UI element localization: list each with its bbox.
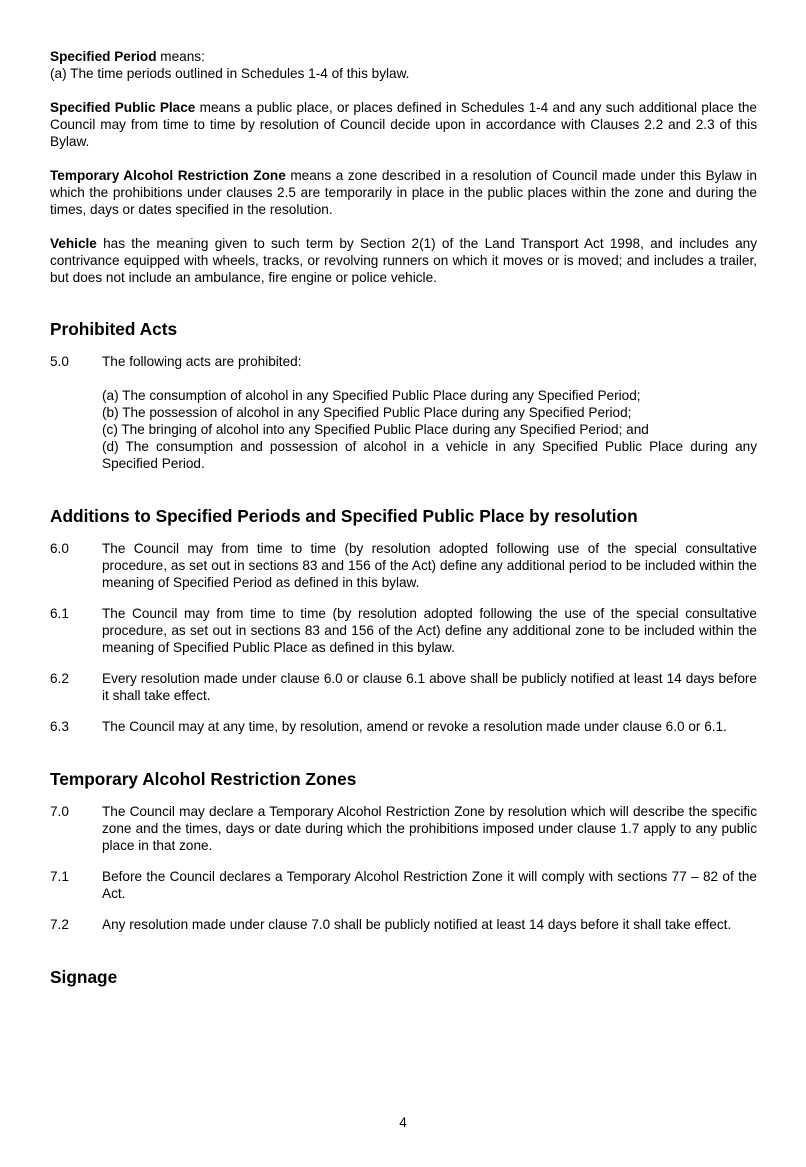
- clause-text: The Council may from time to time (by resolution adopted following the use of the special consultative procedure, as set out in sections 83 and 156 of the Act) define any additional zone to be included within the meaning of Specified Public Place as defined in this bylaw.: [102, 606, 757, 655]
- clause-number: 6.2: [50, 671, 69, 686]
- definition-term: Specified Period: [50, 49, 157, 64]
- clause-6-1: [50, 605, 757, 656]
- definition-text: means a public place, or places defined in Schedules 1-4 and any such additional place the Council may from time to time by resolution of Council decide upon in accordance with Clauses 2.2 and 2.3 of this Bylaw.: [50, 100, 757, 149]
- definition-term: Vehicle: [50, 236, 97, 251]
- document-page: [50, 48, 757, 988]
- definition-temporary-zone: [50, 167, 757, 218]
- section-heading-additions: Additions to Specified Periods and Specified Public Place by resolution: [50, 506, 638, 526]
- clause-5-0: [50, 353, 757, 370]
- list-item: (a) The consumption of alcohol in any Specified Public Place during any Specified Period;: [102, 388, 641, 403]
- clause-number: 7.0: [50, 804, 69, 819]
- list-item: (b) The possession of alcohol in any Specified Public Place during any Specified Period;: [102, 405, 632, 420]
- definition-term: Temporary Alcohol Restriction Zone: [50, 168, 286, 183]
- clause-number: 6.1: [50, 606, 69, 621]
- clause-6-3: [50, 718, 757, 735]
- definition-term: Specified Public Place: [50, 100, 196, 115]
- clause-number: 7.2: [50, 917, 69, 932]
- clause-text: The Council may from time to time (by resolution adopted following use of the special consultative procedure, as set out in sections 83 and 156 of the Act) define any additional period to be included within the meaning of Specified Period as defined in this bylaw.: [102, 541, 757, 590]
- definition-text: means:: [156, 49, 205, 64]
- clause-6-2: [50, 670, 757, 704]
- list-item: (c) The bringing of alcohol into any Specified Public Place during any Specified Period; and: [102, 422, 649, 437]
- section-heading-signage: Signage: [50, 967, 118, 987]
- section-heading-prohibited-acts: Prohibited Acts: [50, 319, 178, 339]
- clause-text: The following acts are prohibited:: [102, 354, 302, 369]
- definition-vehicle: [50, 235, 757, 286]
- clause-7-1: [50, 868, 757, 902]
- clause-7-0: [50, 803, 757, 854]
- clause-7-2: [50, 916, 757, 933]
- definition-specified-public-place: [50, 99, 757, 150]
- clause-number: 6.3: [50, 719, 69, 734]
- clause-text: Any resolution made under clause 7.0 shall be publicly notified at least 14 days before it shall take effect.: [102, 917, 732, 932]
- clause-text: Before the Council declares a Temporary Alcohol Restriction Zone it will comply with sections 77 – 82 of the Act.: [102, 869, 757, 901]
- definition-specified-period: [50, 48, 757, 65]
- page-number: 4: [399, 1115, 407, 1130]
- clause-text: The Council may declare a Temporary Alcohol Restriction Zone by resolution which will describe the specific zone and the times, days or date during which the prohibitions imposed under clause 1.7 apply to any public place in that zone.: [102, 804, 757, 853]
- clause-6-0: [50, 540, 757, 591]
- definition-text: means a zone described in a resolution of Council made under this Bylaw in which the prohibitions under clauses 2.5 are temporarily in place in the public places within the zone and during the times, days or dates specified in the resolution.: [50, 168, 757, 217]
- clause-number: 7.1: [50, 869, 69, 884]
- definitions: [50, 48, 757, 286]
- clause-text: Every resolution made under clause 6.0 or clause 6.1 above shall be publicly notified at least 14 days before it shall take effect.: [102, 671, 757, 703]
- section-heading-temporary-zones: Temporary Alcohol Restriction Zones: [50, 769, 357, 789]
- clause-number: 6.0: [50, 541, 69, 556]
- clause-text: The Council may at any time, by resolution, amend or revoke a resolution made under clause 6.0 or 6.1.: [102, 719, 727, 734]
- prohibited-acts-list: [102, 387, 757, 472]
- definition-text: has the meaning given to such term by Section 2(1) of the Land Transport Act 1998, and includes any contrivance equipped with wheels, tracks, or revolving runners on which it moves or is moved; and includes a trailer, but does not include an ambulance, fire engine or police vehicle.: [50, 236, 757, 285]
- definition-subitem: (a) The time periods outlined in Schedules 1-4 of this bylaw.: [50, 66, 410, 81]
- list-item: (d) The consumption and possession of alcohol in a vehicle in any Specified Public Place during any Specified Period.: [102, 439, 757, 471]
- clause-number: 5.0: [50, 354, 69, 369]
